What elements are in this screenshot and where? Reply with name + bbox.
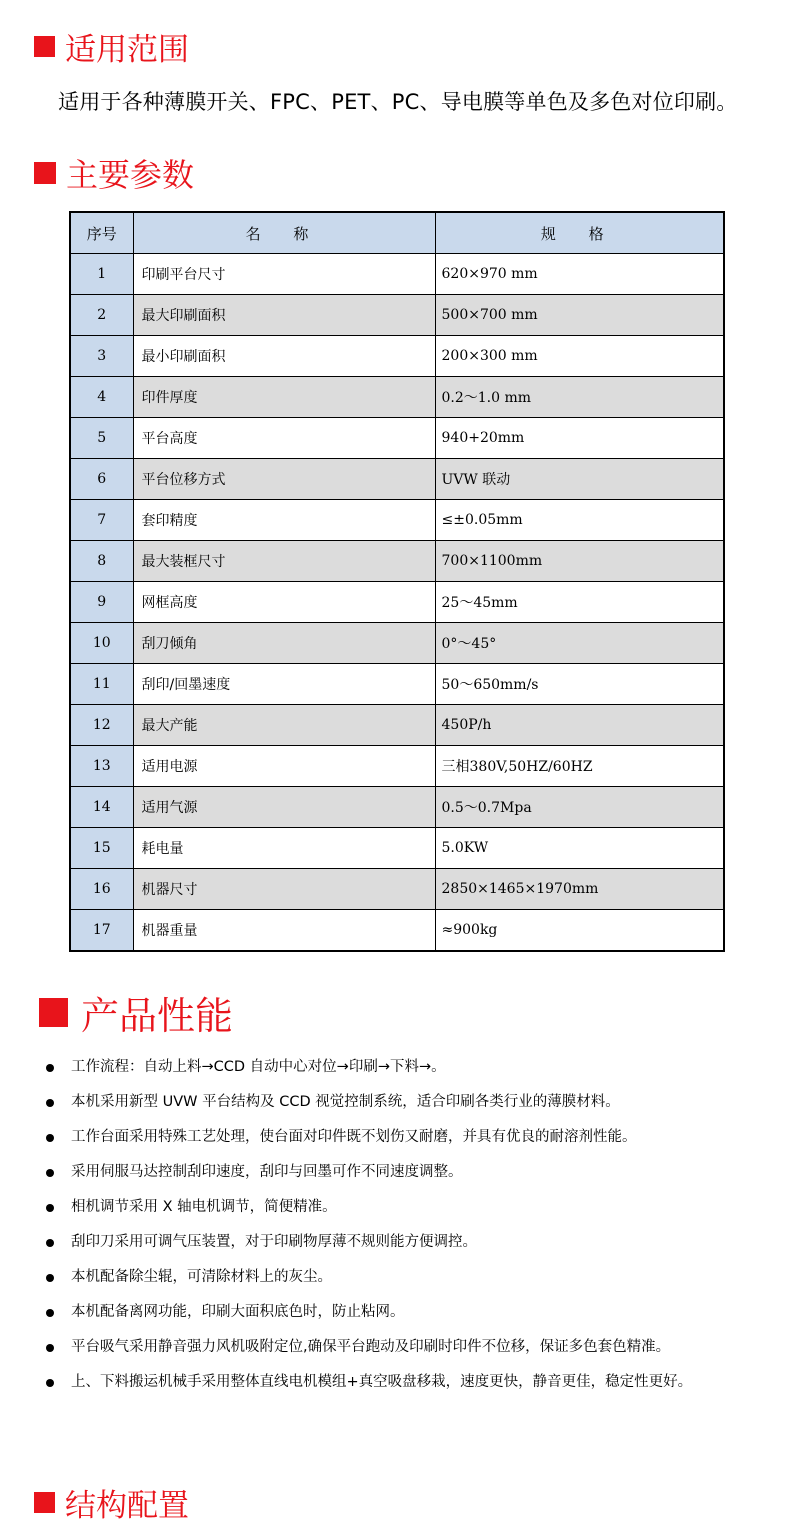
list-item-text: 本机采用新型 UVW 平台结构及 CCD 视觉控制系统，适合印刷各类行业的薄膜材料。 <box>71 1094 620 1110</box>
row-number: 4 <box>70 377 133 418</box>
red-square-icon <box>34 162 56 184</box>
list-item-text: 刮印刀采用可调气压装置，对于印刷物厚薄不规则能方便调控。 <box>71 1234 477 1250</box>
table-row <box>70 459 724 500</box>
section-heading-scope <box>34 26 189 66</box>
param-name: 适用电源 <box>133 746 435 787</box>
list-item-text: 上、下料搬运机械手采用整体直线电机模组+真空吸盘移栽，速度更快，静音更佳，稳定性更好。 <box>71 1374 693 1390</box>
row-number: 9 <box>70 582 133 623</box>
row-number: 8 <box>70 541 133 582</box>
param-name: 适用气源 <box>133 787 435 828</box>
param-spec: 三相380V,50HZ/60HZ <box>435 746 724 787</box>
red-square-icon <box>39 998 68 1027</box>
param-spec: ≈900kg <box>435 910 724 952</box>
param-spec: 0°～45° <box>435 623 724 664</box>
section-title: 结构配置 <box>65 1487 189 1524</box>
row-number: 17 <box>70 910 133 952</box>
list-item <box>44 1365 764 1400</box>
row-number: 2 <box>70 295 133 336</box>
row-number: 11 <box>70 664 133 705</box>
row-number: 3 <box>70 336 133 377</box>
param-name: 印刷平台尺寸 <box>133 254 435 295</box>
param-name: 最小印刷面积 <box>133 336 435 377</box>
section-title: 适用范围 <box>65 31 189 68</box>
bullet-icon <box>46 1309 54 1317</box>
param-name: 机器重量 <box>133 910 435 952</box>
bullet-icon <box>46 1379 54 1387</box>
param-spec: ≤±0.05mm <box>435 500 724 541</box>
list-item-text: 本机配备除尘辊，可清除材料上的灰尘。 <box>71 1269 332 1285</box>
list-item <box>44 1050 764 1085</box>
table-row <box>70 254 724 295</box>
row-number: 12 <box>70 705 133 746</box>
table-row <box>70 582 724 623</box>
list-item-text: 相机调节采用 X 轴电机调节，简便精准。 <box>71 1199 337 1215</box>
list-item-text: 本机配备离网功能，印刷大面积底色时，防止粘网。 <box>71 1304 405 1320</box>
param-name: 套印精度 <box>133 500 435 541</box>
bullet-icon <box>46 1099 54 1107</box>
param-name: 耗电量 <box>133 828 435 869</box>
table-row <box>70 377 724 418</box>
red-square-icon <box>34 36 55 57</box>
section-title: 产品性能 <box>81 993 234 1038</box>
bullet-icon <box>46 1064 54 1072</box>
list-item <box>44 1085 764 1120</box>
bullet-icon <box>46 1344 54 1352</box>
param-name: 平台位移方式 <box>133 459 435 500</box>
row-number: 6 <box>70 459 133 500</box>
table-row <box>70 910 724 952</box>
row-number: 15 <box>70 828 133 869</box>
row-number: 1 <box>70 254 133 295</box>
bullet-icon <box>46 1204 54 1212</box>
table-row <box>70 787 724 828</box>
performance-list <box>44 1050 764 1400</box>
list-item <box>44 1295 764 1330</box>
param-name: 最大印刷面积 <box>133 295 435 336</box>
list-item-text: 平台吸气采用静音强力风机吸附定位,确保平台跑动及印刷时印件不位移，保证多色套色精准。 <box>71 1339 671 1355</box>
list-item <box>44 1190 764 1225</box>
param-spec: 940+20mm <box>435 418 724 459</box>
bullet-icon <box>46 1274 54 1282</box>
list-item-text: 工作台面采用特殊工艺处理，使台面对印件既不划伤又耐磨，并具有优良的耐溶剂性能。 <box>71 1129 637 1145</box>
param-spec: 620×970 mm <box>435 254 724 295</box>
param-name: 平台高度 <box>133 418 435 459</box>
param-spec: 200×300 mm <box>435 336 724 377</box>
list-item <box>44 1330 764 1365</box>
param-spec: 450P/h <box>435 705 724 746</box>
list-item <box>44 1155 764 1190</box>
table-row <box>70 705 724 746</box>
row-number: 7 <box>70 500 133 541</box>
param-spec: 0.2～1.0 mm <box>435 377 724 418</box>
list-item <box>44 1225 764 1260</box>
row-number: 13 <box>70 746 133 787</box>
row-number: 5 <box>70 418 133 459</box>
table-row <box>70 746 724 787</box>
table-header-row <box>70 212 724 254</box>
section-title: 主要参数 <box>66 156 195 194</box>
intro-text: 适用于各种薄膜开关、FPC、PET、PC、导电膜等单色及多色对位印刷。 <box>58 90 738 114</box>
param-spec: 0.5～0.7Mpa <box>435 787 724 828</box>
bullet-icon <box>46 1239 54 1247</box>
table-row <box>70 869 724 910</box>
table-row <box>70 828 724 869</box>
param-spec: 25～45mm <box>435 582 724 623</box>
row-number: 14 <box>70 787 133 828</box>
param-name: 网框高度 <box>133 582 435 623</box>
param-spec: UVW 联动 <box>435 459 724 500</box>
parameter-table <box>69 211 725 952</box>
param-name: 机器尺寸 <box>133 869 435 910</box>
list-item <box>44 1260 764 1295</box>
list-item <box>44 1120 764 1155</box>
bullet-icon <box>46 1134 54 1142</box>
param-spec: 700×1100mm <box>435 541 724 582</box>
param-name: 最大装框尺寸 <box>133 541 435 582</box>
red-square-icon <box>34 1492 55 1513</box>
table-row <box>70 541 724 582</box>
param-spec: 2850×1465×1970mm <box>435 869 724 910</box>
param-name: 最大产能 <box>133 705 435 746</box>
section-heading-structure <box>34 1482 189 1522</box>
section-heading-params <box>34 152 194 194</box>
bullet-icon <box>46 1169 54 1177</box>
table-row <box>70 418 724 459</box>
table-row <box>70 623 724 664</box>
list-item-text: 采用伺服马达控制刮印速度，刮印与回墨可作不同速度调整。 <box>71 1164 463 1180</box>
table-row <box>70 664 724 705</box>
row-number: 16 <box>70 869 133 910</box>
param-spec: 5.0KW <box>435 828 724 869</box>
header-spec: 规 格 <box>435 212 724 254</box>
param-spec: 50～650mm/s <box>435 664 724 705</box>
header-name: 名 称 <box>133 212 435 254</box>
param-name: 刮印/回墨速度 <box>133 664 435 705</box>
param-name: 印件厚度 <box>133 377 435 418</box>
list-item-text: 工作流程：自动上料→CCD 自动中心对位→印刷→下料→。 <box>71 1059 446 1075</box>
table-row <box>70 336 724 377</box>
row-number: 10 <box>70 623 133 664</box>
section-heading-performance <box>39 988 233 1036</box>
table-row <box>70 500 724 541</box>
header-no: 序号 <box>70 212 133 254</box>
param-spec: 500×700 mm <box>435 295 724 336</box>
table-row <box>70 295 724 336</box>
param-name: 刮刀倾角 <box>133 623 435 664</box>
